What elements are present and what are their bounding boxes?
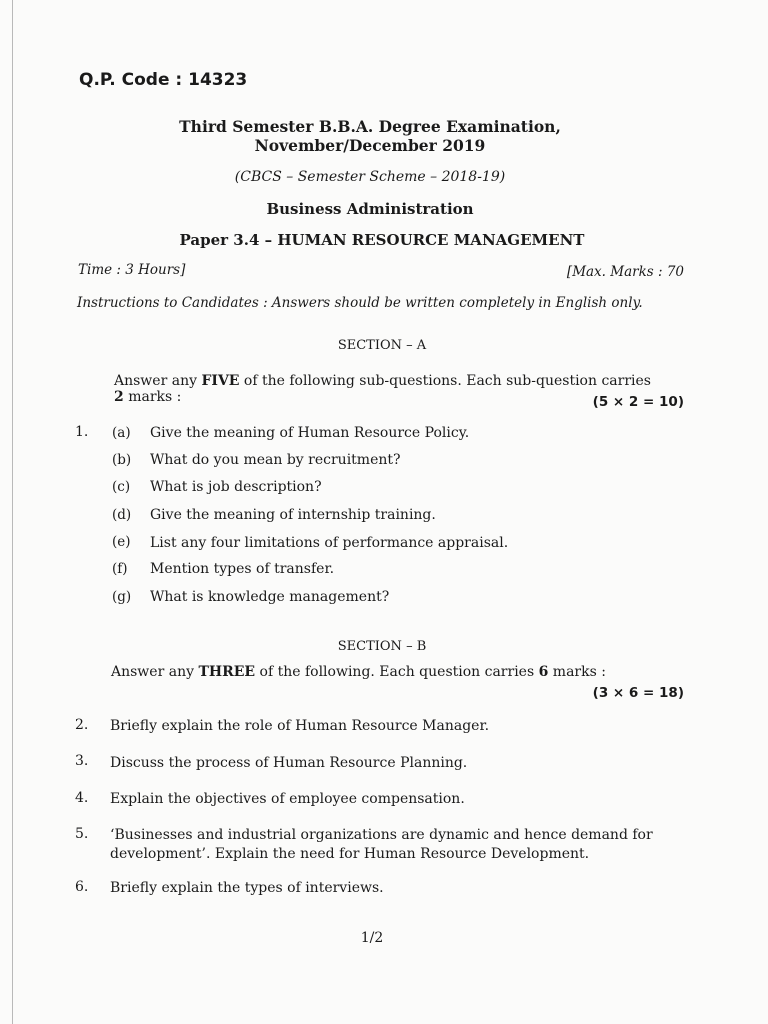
question-text: Briefly explain the role of Human Resource Manager. [110, 718, 490, 734]
subquestion-text: List any four limitations of performance appraisal. [150, 535, 509, 551]
instruction-text: Answer any [111, 664, 199, 680]
instruction-text: Answer any [114, 373, 202, 389]
section-a-title: SECTION – A [337, 338, 427, 353]
page-number: 1/2 [360, 930, 384, 946]
instruction-count: FIVE [201, 373, 240, 389]
instruction-text: marks : [123, 389, 182, 405]
section-b-title: SECTION – B [337, 639, 427, 654]
section-b-marks: (3 × 6 = 18) [592, 685, 684, 701]
question-number: 5. [75, 826, 89, 842]
subquestion-label: (a) [112, 425, 131, 441]
instructions: Instructions to Candidates : Answers should be written completely in English only. [77, 295, 643, 311]
question-text-continued: development’. Explain the need for Human Resource Development. [110, 846, 590, 862]
question-text: ‘Businesses and industrial organizations are dynamic and hence demand for [110, 827, 653, 843]
paper-title: Paper 3.4 – HUMAN RESOURCE MANAGEMENT [179, 231, 585, 249]
max-marks: [Max. Marks : 70 [566, 264, 684, 280]
qp-code: Q.P. Code : 14323 [79, 70, 248, 90]
instruction-text: of the following sub-questions. Each sub-question carries [239, 373, 651, 389]
section-a-marks: (5 × 2 = 10) [592, 394, 684, 410]
question-number: 3. [75, 753, 89, 769]
section-a-instruction-line2 [114, 389, 181, 405]
subquestion-text: Mention types of transfer. [150, 561, 335, 577]
question-number: 1. [75, 424, 89, 440]
subquestion-text: What is job description? [150, 479, 322, 495]
question-number: 2. [75, 717, 89, 733]
instruction-marks-value: 2 [114, 389, 124, 405]
section-b-instruction [111, 664, 606, 680]
instruction-marks-value: 6 [538, 664, 549, 680]
question-text: Briefly explain the types of interviews. [110, 880, 384, 896]
subquestion-text: What do you mean by recruitment? [150, 452, 401, 468]
subquestion-label: (b) [112, 452, 132, 468]
instruction-count: THREE [198, 664, 256, 680]
subquestion-label: (e) [112, 534, 131, 550]
instruction-text: marks : [548, 664, 606, 680]
subquestion-label: (f) [112, 561, 128, 577]
subquestion-label: (d) [112, 507, 132, 523]
subject: Business Administration [266, 200, 474, 218]
time-allowed: Time : 3 Hours] [78, 262, 186, 278]
question-number: 6. [75, 879, 89, 895]
subquestion-label: (g) [112, 589, 132, 605]
subquestion-label: (c) [112, 479, 131, 495]
question-number: 4. [75, 790, 89, 806]
question-text: Explain the objectives of employee compensation. [110, 791, 465, 807]
exam-title: Third Semester B.B.A. Degree Examination, [179, 117, 561, 136]
subquestion-text: What is knowledge management? [150, 589, 390, 605]
instruction-text: of the following. Each question carries [255, 664, 539, 680]
subquestion-text: Give the meaning of internship training. [150, 507, 436, 523]
section-a-instruction [114, 373, 686, 389]
exam-session: November/December 2019 [254, 136, 486, 155]
scheme: (CBCS – Semester Scheme – 2018-19) [234, 169, 506, 185]
question-text: Discuss the process of Human Resource Planning. [110, 755, 468, 771]
subquestion-text: Give the meaning of Human Resource Policy. [150, 425, 470, 441]
